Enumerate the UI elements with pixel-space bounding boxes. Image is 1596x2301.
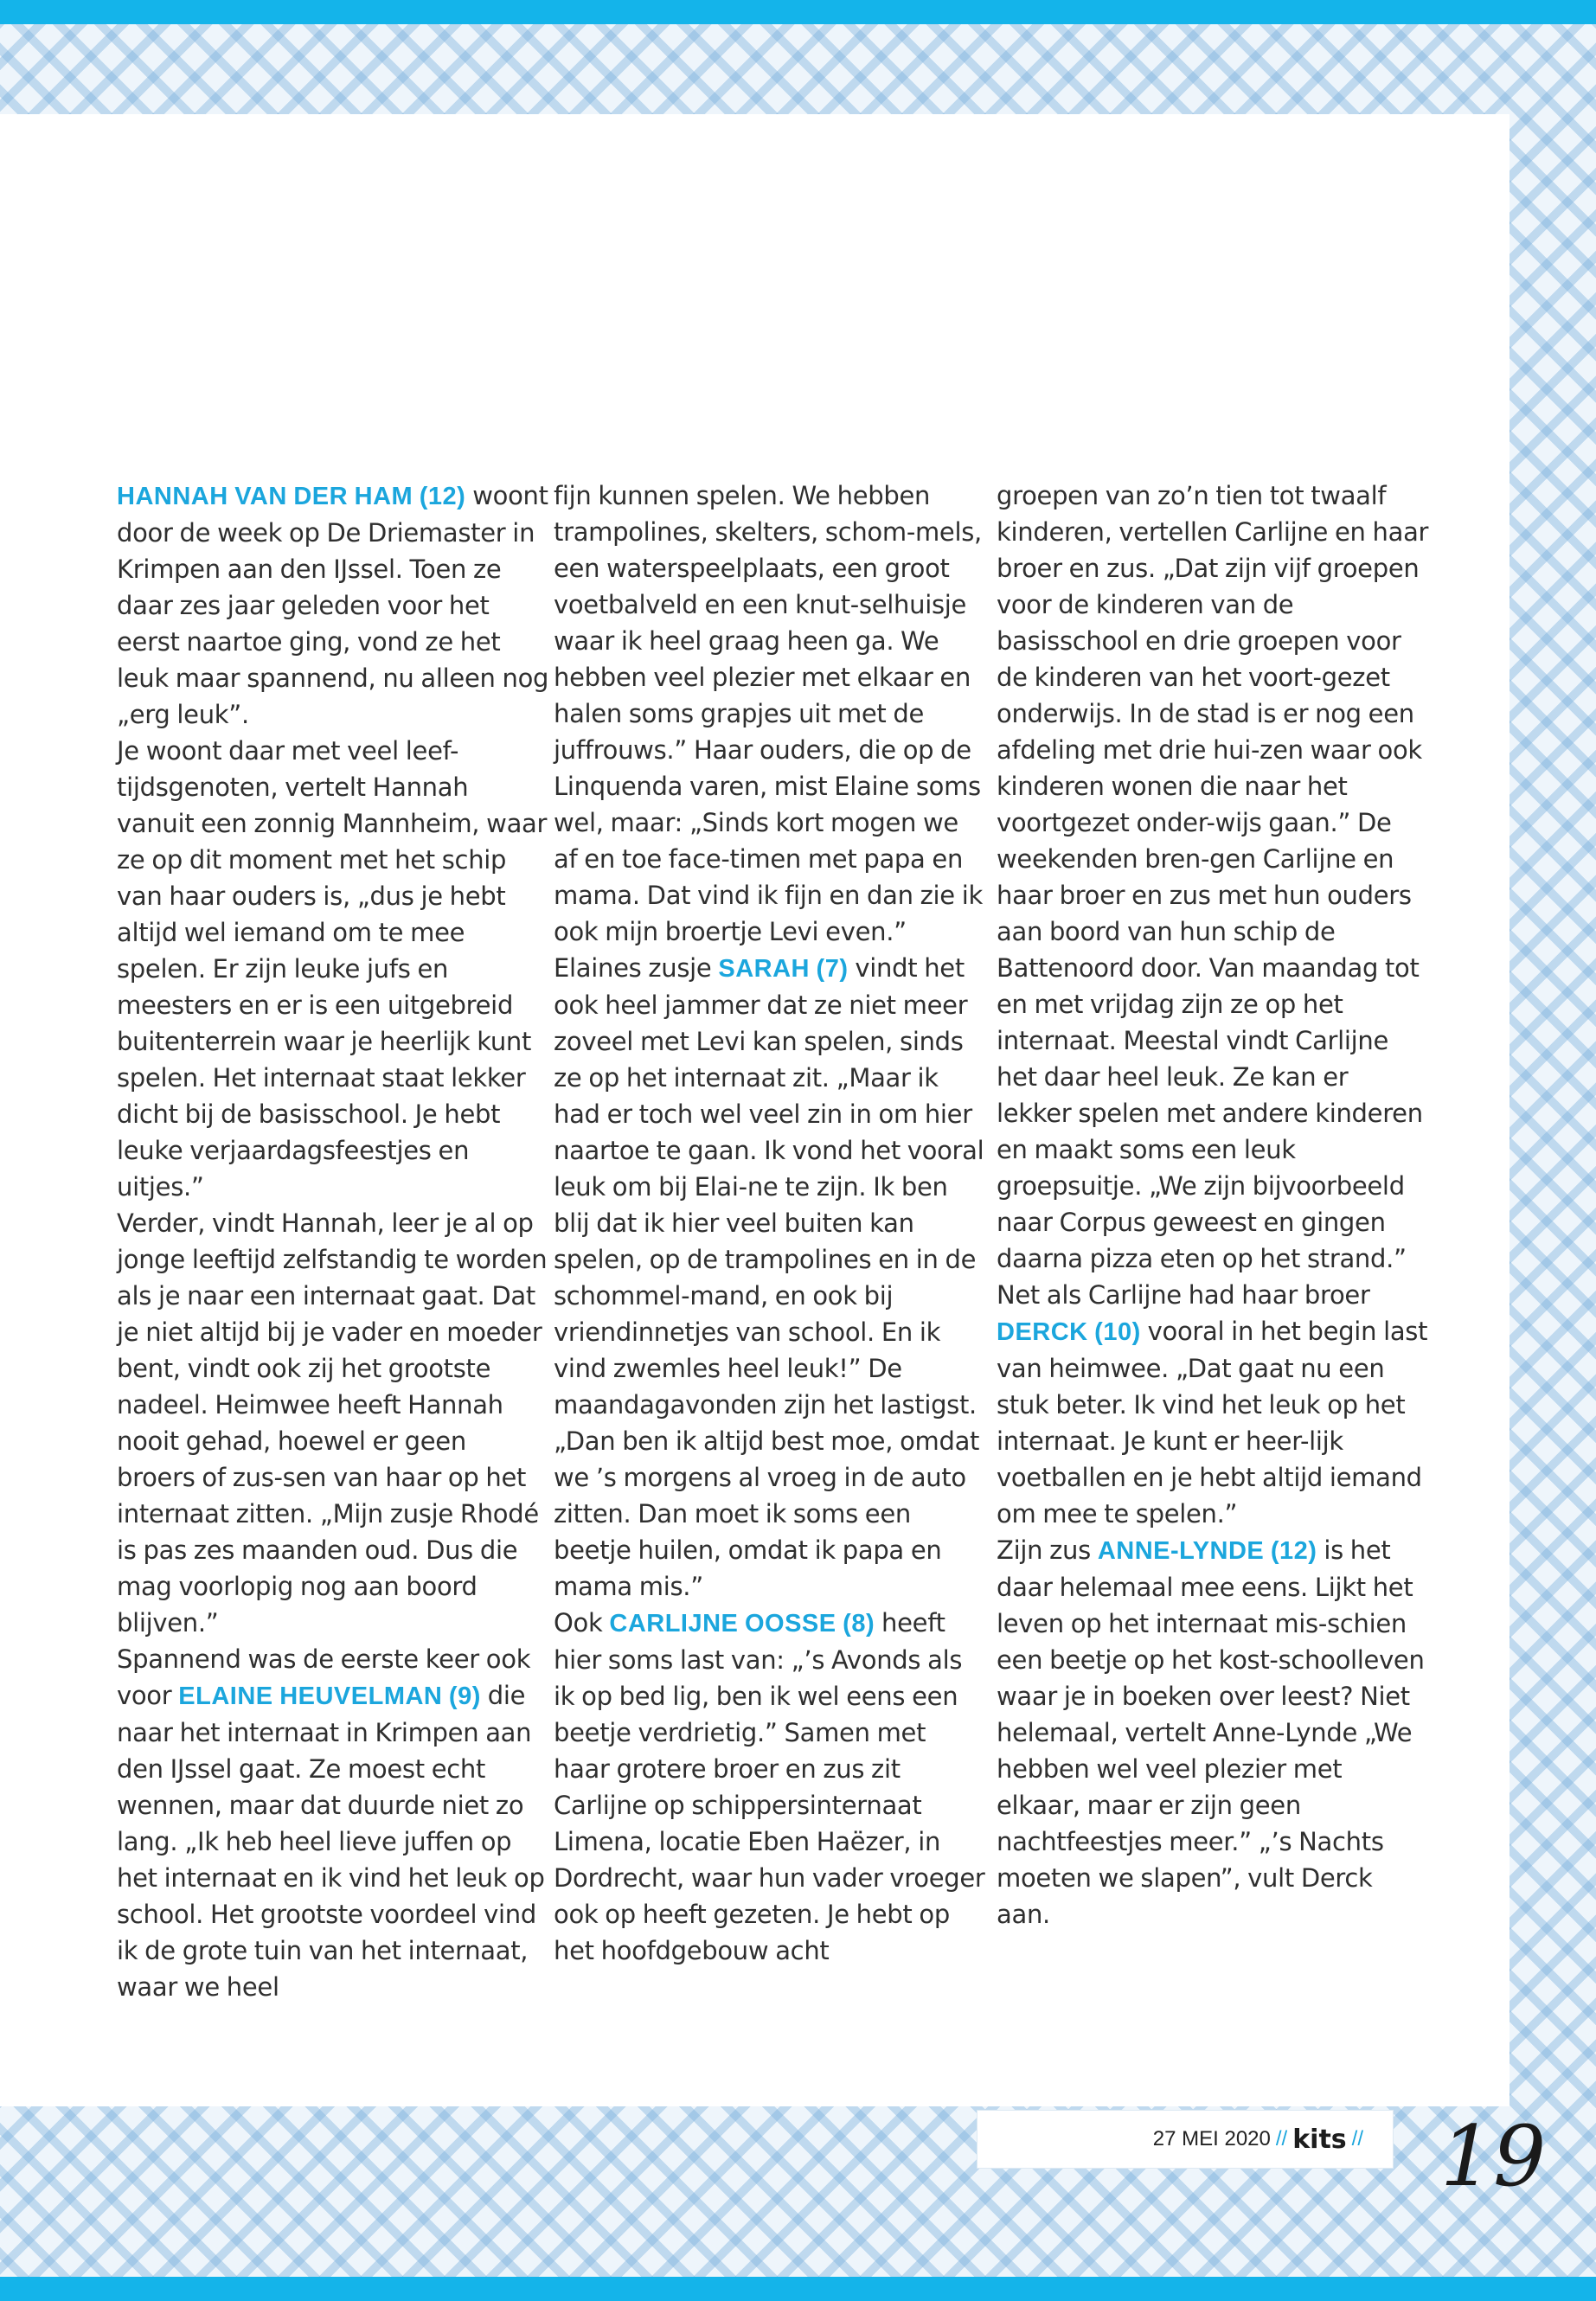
top-accent-band [0,0,1596,24]
bottom-accent-band [0,2277,1596,2301]
paragraph-text: Elaines zusje [554,953,719,983]
article-paragraph [997,478,1429,1277]
article-column-2 [554,478,986,1969]
page-footer [977,2111,1393,2168]
person-name-highlight: ELAINE HEUVELMAN (9) [178,1682,481,1710]
article-paragraph [117,1205,549,1641]
article-column-3 [997,478,1429,1932]
article-paragraph [554,950,986,1605]
paragraph-text: Net als Carlijne had haar broer [997,1280,1370,1310]
footer-separator: // [1275,2127,1288,2150]
paragraph-text: vindt het ook heel jammer dat ze niet meer zoveel met Levi kan spelen, sinds ze op het internaat zit. „Maar ik had er toch wel veel zin in om hier naartoe te gaan. Ik vond het vooral leuk om bij Elai-ne te zijn. Ik ben blij dat ik hier veel buiten kan spelen, op de trampolines en in de schommel-mand, en ook bij vriendinnetjes van school. En ik vind zwemles heel leuk!” De maandagavonden zijn het lastigst. „Dan ben ik altijd best moe, omdat we ’s morgens al vroeg in de auto zitten. Dan moet ik soms een beetje huilen, omdat ik papa en mama mis.” [554,953,984,1601]
article-paragraph [554,1605,986,1969]
person-name-highlight: SARAH (7) [718,955,849,983]
article-paragraph [554,478,986,950]
article-paragraph [117,1641,549,2005]
person-name-highlight: HANNAH VAN DER HAM (12) [117,483,466,510]
article-paragraph [117,733,549,1205]
person-name-highlight: CARLIJNE OOSSE (8) [609,1610,875,1638]
paragraph-text: is het daar helemaal mee eens. Lijkt het leven op het internaat mis-schien een beetje op het kost-schoolleven waar je in boeken over leest? Niet helemaal, vertelt Anne-Lynde „We hebben wel veel plezier met elkaar, maar er zijn geen nachtfeestjes meer.” „’s Nachts moeten we slapen”, vult Derck aan. [997,1535,1425,1929]
paragraph-text: Je woont daar met veel leef-tijdsgenoten, vertelt Hannah vanuit een zonnig Mannheim, waar ze op dit moment met het schip van haar ouders is, „dus je hebt altijd wel iemand om te mee spelen. Er zijn leuke jufs en meesters en er is een uitgebreid buitenterrein waar je heerlijk kunt spelen. Het internaat staat lekker dicht bij de basisschool. Je hebt leuke verjaardagsfeestjes en uitjes.” [117,736,548,1202]
paragraph-text: Zijn zus [997,1535,1098,1565]
paragraph-text: die naar het internaat in Krimpen aan den IJssel gaat. Ze moest echt wennen, maar dat duurde niet zo lang. „Ik heb heel lieve juffen op het internaat en ik vind het leuk op school. Het grootste voordeel vind ik de grote tuin van het internaat, waar we heel [117,1681,545,2002]
article-column-1 [117,478,549,2005]
article-paragraph [997,1532,1429,1932]
issue-date: 27 MEI 2020 [1152,2127,1271,2150]
paragraph-text: groepen van zo’n tien tot twaalf kinderen, vertellen Carlijne en haar broer en zus. „Dat zijn vijf groepen voor de kinderen van de basisschool en drie groepen voor de kinderen van het voort-gezet onderwijs. In de stad is er nog een afdeling met drie hui-zen waar ook kinderen wonen die naar het voortgezet onder-wijs gaan.” De weekenden bren-gen Carlijne en haar broer en zus met hun ouders aan boord van hun schip de Battenoord door. Van maandag tot en met vrijdag zijn ze op het internaat. Meestal vindt Carlijne het daar heel leuk. Ze kan er lekker spelen met andere kinderen en maakt soms een leuk groepsuitje. „We zijn bijvoorbeeld naar Corpus geweest en gingen daarna pizza eten op het strand.” [997,481,1429,1273]
footer-separator-end: // [1351,2127,1363,2150]
person-name-highlight: DERCK (10) [997,1318,1141,1346]
paragraph-text: heeft hier soms last van: „’s Avonds als ik op bed lig, ben ik wel eens een beetje verdrietig.” Samen met haar grotere broer en zus zit Carlijne op schippersinternaat Limena, locatie Eben Haëzer, in Dordrecht, waar hun vader vroeger ook op heeft gezeten. Je hebt op het hoofdgebouw acht [554,1608,985,1965]
paragraph-text: fijn kunnen spelen. We hebben trampolines, skelters, schom-mels, een waterspeelplaats, een groot voetbalveld en een knut-selhuisje waar ik heel graag heen ga. We hebben veel plezier met elkaar en halen soms grapjes uit met de juffrouws.” Haar ouders, die op de Linquenda varen, mist Elaine soms wel, maar: „Sinds kort mogen we af en toe face-timen met papa en mama. Dat vind ik fijn en dan zie ik ook mijn broertje Levi even.” [554,481,983,946]
paragraph-text: Verder, vindt Hannah, leer je al op jonge leeftijd zelfstandig te worden als je naar een internaat gaat. Dat je niet altijd bij je vader en moeder bent, vindt ook zij het grootste nadeel. Heimwee heeft Hannah nooit gehad, hoewel er geen broers of zus-sen van haar op het internaat zitten. „Mijn zusje Rhodé is pas zes maanden oud. Dus die mag voorlopig nog aan boord blijven.” [117,1208,548,1638]
paragraph-text: woont door de week op De Driemaster in Krimpen aan den IJssel. Toen ze daar zes jaar geleden voor het eerst naartoe ging, vond ze het leuk maar spannend, nu alleen nog „erg leuk”. [117,481,549,729]
person-name-highlight: ANNE-LYNDE (12) [1097,1537,1317,1565]
paragraph-text: vooral in het begin last van heimwee. „Dat gaat nu een stuk beter. Ik vind het leuk op het internaat. Je kunt er heer-lijk voetballen en je hebt altijd iemand om mee te spelen.” [997,1317,1428,1529]
paragraph-text: Ook [554,1608,610,1638]
page-number: 19 [1440,2108,1547,2205]
magazine-logo: kits [1292,2124,1347,2155]
article-paragraph [997,1277,1429,1532]
paragraph-text: Spannend was de eerste keer ook voor [117,1644,531,1710]
article-paragraph [117,478,549,733]
